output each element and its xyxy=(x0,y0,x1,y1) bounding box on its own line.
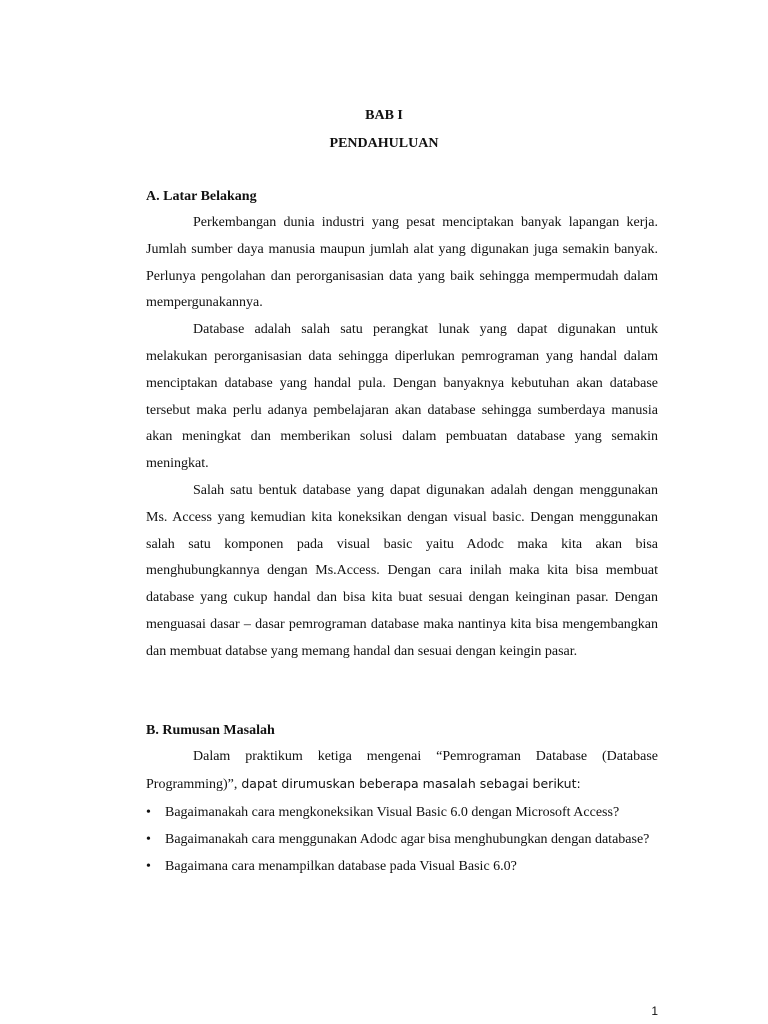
section-b-intro xyxy=(146,744,658,799)
list-item-text: Bagaimana cara menampilkan database pada Visual Basic 6.0? xyxy=(165,858,517,874)
list-item xyxy=(146,827,658,854)
section-b-heading: B. Rumusan Masalah xyxy=(146,723,275,738)
list-item xyxy=(146,800,658,827)
bullet-icon: • xyxy=(146,831,151,847)
paragraph: Database adalah salah satu perangkat lunak yang dapat digunakan untuk melakukan perorganisasian data sehingga diperlukan pemrograman yang handal dalam menciptakan database yang handal pula. Dengan banyaknya kebutuhan akan database tersebut maka perlu adanya pembelajaran akan database sehingga sumberdaya manusia akan meningkat dan memberikan solusi dalam pembuatan database yang semakin meningkat. xyxy=(146,322,658,472)
bullet-icon: • xyxy=(146,858,151,874)
list-item-text: Bagaimanakah cara menggunakan Adodc agar bisa menghubungkan dengan database? xyxy=(165,831,650,847)
bullet-icon: • xyxy=(146,805,151,820)
chapter-number: BAB I xyxy=(365,108,403,123)
list-item xyxy=(146,854,658,881)
intro-text-continued: dapat dirumuskan beberapa masalah sebagai berikut: xyxy=(237,775,581,791)
problem-list xyxy=(146,800,658,880)
paragraph: Perkembangan dunia industri yang pesat menciptakan banyak lapangan kerja. Jumlah sumber daya manusia maupun jumlah alat yang digunakan juga semakin banyak. Perlunya pengolahan dan perorganisasian data yang baik sehingga mempermudah dalam mempergunakannya. xyxy=(146,215,658,311)
chapter-title: PENDAHULUAN xyxy=(329,136,439,151)
paragraph: Salah satu bentuk database yang dapat digunakan adalah dengan menggunakan Ms. Access yang kemudian kita koneksikan dengan visual basic. Dengan menggunakan salah satu komponen pada visual basic yaitu Adodc maka kita akan bisa menghubungkannya dengan Ms.Access. Dengan cara inilah maka kita bisa membuat database yang cukup handal dan bisa kita buat sesuai dengan keinginan pasar. Dengan menguasai dasar – dasar pemrograman database maka nantinya kita bisa mengembangkan dan membuat databse yang memang handal dan sesuai dengan keingin pasar. xyxy=(146,482,658,659)
section-a-heading: A. Latar Belakang xyxy=(146,189,257,204)
intro-text: Dalam praktikum ketiga mengenai “Pemrograman Database (Database Programming)”, xyxy=(146,749,658,792)
page-number: 1 xyxy=(651,1004,658,1018)
section-a-body xyxy=(146,210,658,666)
list-item-text: Bagaimanakah cara mengkoneksikan Visual Basic 6.0 dengan Microsoft Access? xyxy=(165,805,620,820)
paragraph xyxy=(146,744,658,799)
